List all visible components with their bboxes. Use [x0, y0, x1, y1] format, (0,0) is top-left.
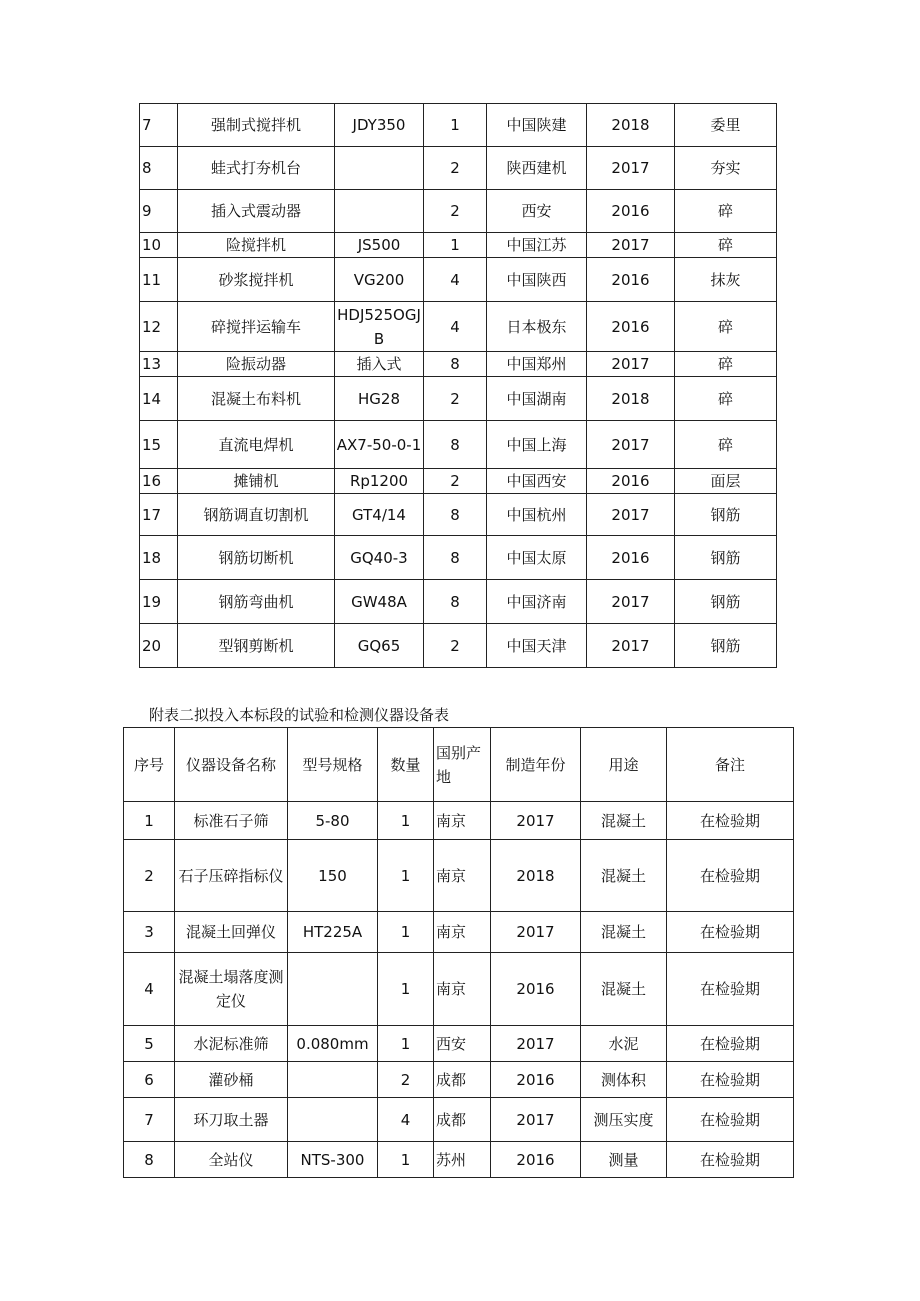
cell-note: 在检验期 — [667, 1142, 794, 1178]
table2-caption: 附表二拟投入本标段的试验和检测仪器设备表 — [149, 706, 450, 724]
header-no: 序号 — [124, 728, 175, 802]
cell-year: 2016 — [587, 190, 675, 233]
table-row — [124, 953, 794, 1026]
table-row — [140, 580, 777, 624]
table-row — [124, 1142, 794, 1178]
cell-use: 水泥 — [581, 1026, 667, 1062]
cell-model — [288, 953, 378, 1026]
cell-use: 碎 — [675, 377, 777, 421]
cell-year: 2016 — [587, 469, 675, 494]
cell-qty: 8 — [424, 421, 487, 469]
table-row — [140, 536, 777, 580]
cell-name: 钢筋切断机 — [178, 536, 335, 580]
cell-no: 2 — [124, 840, 175, 912]
cell-qty: 2 — [424, 190, 487, 233]
cell-no: 1 — [124, 802, 175, 840]
cell-qty: 1 — [378, 1142, 434, 1178]
cell-model: NTS-300 — [288, 1142, 378, 1178]
equipment-table-body — [140, 104, 777, 668]
cell-origin: 中国江苏 — [487, 233, 587, 258]
cell-year: 2017 — [491, 912, 581, 953]
cell-note: 在检验期 — [667, 1062, 794, 1098]
cell-origin: 南京 — [434, 953, 491, 1026]
cell-origin: 西安 — [487, 190, 587, 233]
cell-qty: 1 — [378, 840, 434, 912]
cell-qty: 8 — [424, 536, 487, 580]
cell-use: 混凝土 — [581, 953, 667, 1026]
table-row — [140, 352, 777, 377]
cell-use: 混凝土 — [581, 840, 667, 912]
instrument-table — [123, 727, 794, 1178]
cell-origin: 中国郑州 — [487, 352, 587, 377]
cell-qty: 2 — [424, 469, 487, 494]
cell-year: 2018 — [491, 840, 581, 912]
cell-use: 抹灰 — [675, 258, 777, 302]
header-use: 用途 — [581, 728, 667, 802]
cell-name: 摊铺机 — [178, 469, 335, 494]
cell-name: 水泥标准筛 — [175, 1026, 288, 1062]
cell-year: 2016 — [491, 953, 581, 1026]
cell-note: 在检验期 — [667, 912, 794, 953]
cell-year: 2017 — [587, 352, 675, 377]
cell-name: 险搅拌机 — [178, 233, 335, 258]
cell-name: 全站仪 — [175, 1142, 288, 1178]
cell-no: 9 — [140, 190, 178, 233]
cell-no: 8 — [124, 1142, 175, 1178]
table-row — [140, 233, 777, 258]
table-row — [140, 469, 777, 494]
cell-no: 16 — [140, 469, 178, 494]
cell-qty: 2 — [378, 1062, 434, 1098]
cell-model: HT225A — [288, 912, 378, 953]
cell-model: GW48A — [335, 580, 424, 624]
cell-use: 测量 — [581, 1142, 667, 1178]
cell-qty: 2 — [424, 624, 487, 668]
table-row — [140, 104, 777, 147]
cell-name: 灌砂桶 — [175, 1062, 288, 1098]
cell-model: 插入式 — [335, 352, 424, 377]
cell-use: 钢筋 — [675, 624, 777, 668]
cell-no: 6 — [124, 1062, 175, 1098]
cell-origin: 陕西建机 — [487, 147, 587, 190]
table-row — [124, 1026, 794, 1062]
cell-no: 13 — [140, 352, 178, 377]
cell-qty: 8 — [424, 352, 487, 377]
cell-qty: 1 — [424, 104, 487, 147]
cell-origin: 西安 — [434, 1026, 491, 1062]
cell-qty: 2 — [424, 377, 487, 421]
cell-name: 混凝土布料机 — [178, 377, 335, 421]
cell-use: 碎 — [675, 233, 777, 258]
cell-model: JDY350 — [335, 104, 424, 147]
cell-name: 碎搅拌运输车 — [178, 302, 335, 352]
table-row — [140, 624, 777, 668]
cell-use: 测体积 — [581, 1062, 667, 1098]
cell-qty: 1 — [378, 953, 434, 1026]
cell-no: 12 — [140, 302, 178, 352]
cell-qty: 2 — [424, 147, 487, 190]
header-note: 备注 — [667, 728, 794, 802]
cell-name: 环刀取土器 — [175, 1098, 288, 1142]
cell-origin: 中国西安 — [487, 469, 587, 494]
cell-no: 15 — [140, 421, 178, 469]
header-name: 仪器设备名称 — [175, 728, 288, 802]
cell-model: HG28 — [335, 377, 424, 421]
cell-use: 混凝土 — [581, 802, 667, 840]
cell-use: 面层 — [675, 469, 777, 494]
cell-use: 碎 — [675, 190, 777, 233]
table-row — [124, 802, 794, 840]
cell-model: JS500 — [335, 233, 424, 258]
cell-year: 2016 — [587, 302, 675, 352]
header-year: 制造年份 — [491, 728, 581, 802]
table-row — [124, 1098, 794, 1142]
cell-origin: 中国太原 — [487, 536, 587, 580]
header-model: 型号规格 — [288, 728, 378, 802]
cell-note: 在检验期 — [667, 1098, 794, 1142]
cell-origin: 中国天津 — [487, 624, 587, 668]
table-row — [140, 190, 777, 233]
cell-year: 2017 — [587, 233, 675, 258]
cell-note: 在检验期 — [667, 953, 794, 1026]
table-row — [124, 1062, 794, 1098]
cell-year: 2016 — [491, 1142, 581, 1178]
cell-no: 20 — [140, 624, 178, 668]
equipment-table — [139, 103, 777, 668]
cell-use: 钢筋 — [675, 536, 777, 580]
cell-model: 150 — [288, 840, 378, 912]
table-row — [140, 258, 777, 302]
cell-origin: 中国济南 — [487, 580, 587, 624]
table-row — [140, 302, 777, 352]
cell-qty: 8 — [424, 494, 487, 536]
cell-origin: 南京 — [434, 912, 491, 953]
cell-name: 蛙式打夯机台 — [178, 147, 335, 190]
cell-year: 2016 — [587, 536, 675, 580]
cell-year: 2016 — [587, 258, 675, 302]
cell-year: 2016 — [491, 1062, 581, 1098]
cell-name: 标准石子筛 — [175, 802, 288, 840]
cell-use: 碎 — [675, 421, 777, 469]
cell-name: 直流电焊机 — [178, 421, 335, 469]
cell-name: 混凝土回弹仪 — [175, 912, 288, 953]
cell-name: 险振动器 — [178, 352, 335, 377]
cell-no: 19 — [140, 580, 178, 624]
cell-no: 11 — [140, 258, 178, 302]
cell-model — [288, 1062, 378, 1098]
cell-origin: 中国湖南 — [487, 377, 587, 421]
cell-name: 插入式震动器 — [178, 190, 335, 233]
cell-qty: 1 — [378, 912, 434, 953]
table-row — [140, 377, 777, 421]
cell-year: 2018 — [587, 104, 675, 147]
cell-no: 17 — [140, 494, 178, 536]
cell-origin: 南京 — [434, 802, 491, 840]
cell-model — [335, 190, 424, 233]
table-row — [140, 494, 777, 536]
cell-year: 2017 — [587, 494, 675, 536]
cell-note: 在检验期 — [667, 840, 794, 912]
cell-name: 混凝土塌落度测定仪 — [175, 953, 288, 1026]
cell-origin: 苏州 — [434, 1142, 491, 1178]
instrument-table-header — [124, 728, 794, 802]
cell-year: 2017 — [587, 147, 675, 190]
cell-model: AX7-50-0-1 — [335, 421, 424, 469]
cell-year: 2017 — [491, 1098, 581, 1142]
cell-no: 5 — [124, 1026, 175, 1062]
cell-origin: 南京 — [434, 840, 491, 912]
cell-model: HDJ525OGJB — [335, 302, 424, 352]
cell-model: VG200 — [335, 258, 424, 302]
table-row — [140, 147, 777, 190]
cell-origin: 中国陕西 — [487, 258, 587, 302]
cell-model: Rp1200 — [335, 469, 424, 494]
cell-use: 测压实度 — [581, 1098, 667, 1142]
cell-name: 钢筋弯曲机 — [178, 580, 335, 624]
cell-use: 碎 — [675, 352, 777, 377]
cell-use: 钢筋 — [675, 580, 777, 624]
cell-use: 夯实 — [675, 147, 777, 190]
cell-model — [288, 1098, 378, 1142]
cell-no: 4 — [124, 953, 175, 1026]
cell-qty: 4 — [378, 1098, 434, 1142]
cell-model — [335, 147, 424, 190]
cell-model: 5-80 — [288, 802, 378, 840]
table-row — [140, 421, 777, 469]
cell-model: GT4/14 — [335, 494, 424, 536]
cell-use: 钢筋 — [675, 494, 777, 536]
cell-year: 2017 — [491, 1026, 581, 1062]
cell-origin: 日本极东 — [487, 302, 587, 352]
cell-year: 2017 — [587, 421, 675, 469]
cell-model: GQ65 — [335, 624, 424, 668]
cell-year: 2017 — [491, 802, 581, 840]
cell-qty: 1 — [378, 1026, 434, 1062]
cell-qty: 1 — [424, 233, 487, 258]
cell-no: 18 — [140, 536, 178, 580]
cell-year: 2017 — [587, 580, 675, 624]
cell-no: 3 — [124, 912, 175, 953]
header-origin: 国别产地 — [434, 728, 491, 802]
table-row — [124, 840, 794, 912]
cell-no: 7 — [124, 1098, 175, 1142]
cell-qty: 1 — [378, 802, 434, 840]
cell-use: 委里 — [675, 104, 777, 147]
cell-name: 石子压碎指标仪 — [175, 840, 288, 912]
cell-no: 14 — [140, 377, 178, 421]
cell-model: GQ40-3 — [335, 536, 424, 580]
header-qty: 数量 — [378, 728, 434, 802]
cell-year: 2017 — [587, 624, 675, 668]
cell-note: 在检验期 — [667, 1026, 794, 1062]
cell-qty: 8 — [424, 580, 487, 624]
cell-origin: 成都 — [434, 1062, 491, 1098]
table-row — [124, 912, 794, 953]
cell-origin: 中国杭州 — [487, 494, 587, 536]
cell-origin: 成都 — [434, 1098, 491, 1142]
cell-use: 碎 — [675, 302, 777, 352]
cell-no: 7 — [140, 104, 178, 147]
cell-qty: 4 — [424, 258, 487, 302]
cell-name: 型钢剪断机 — [178, 624, 335, 668]
cell-note: 在检验期 — [667, 802, 794, 840]
cell-no: 8 — [140, 147, 178, 190]
cell-name: 砂浆搅拌机 — [178, 258, 335, 302]
cell-name: 钢筋调直切割机 — [178, 494, 335, 536]
cell-no: 10 — [140, 233, 178, 258]
cell-model: 0.080mm — [288, 1026, 378, 1062]
cell-origin: 中国上海 — [487, 421, 587, 469]
cell-use: 混凝土 — [581, 912, 667, 953]
cell-name: 强制式搅拌机 — [178, 104, 335, 147]
instrument-table-body — [124, 802, 794, 1178]
cell-origin: 中国陕建 — [487, 104, 587, 147]
cell-qty: 4 — [424, 302, 487, 352]
cell-year: 2018 — [587, 377, 675, 421]
